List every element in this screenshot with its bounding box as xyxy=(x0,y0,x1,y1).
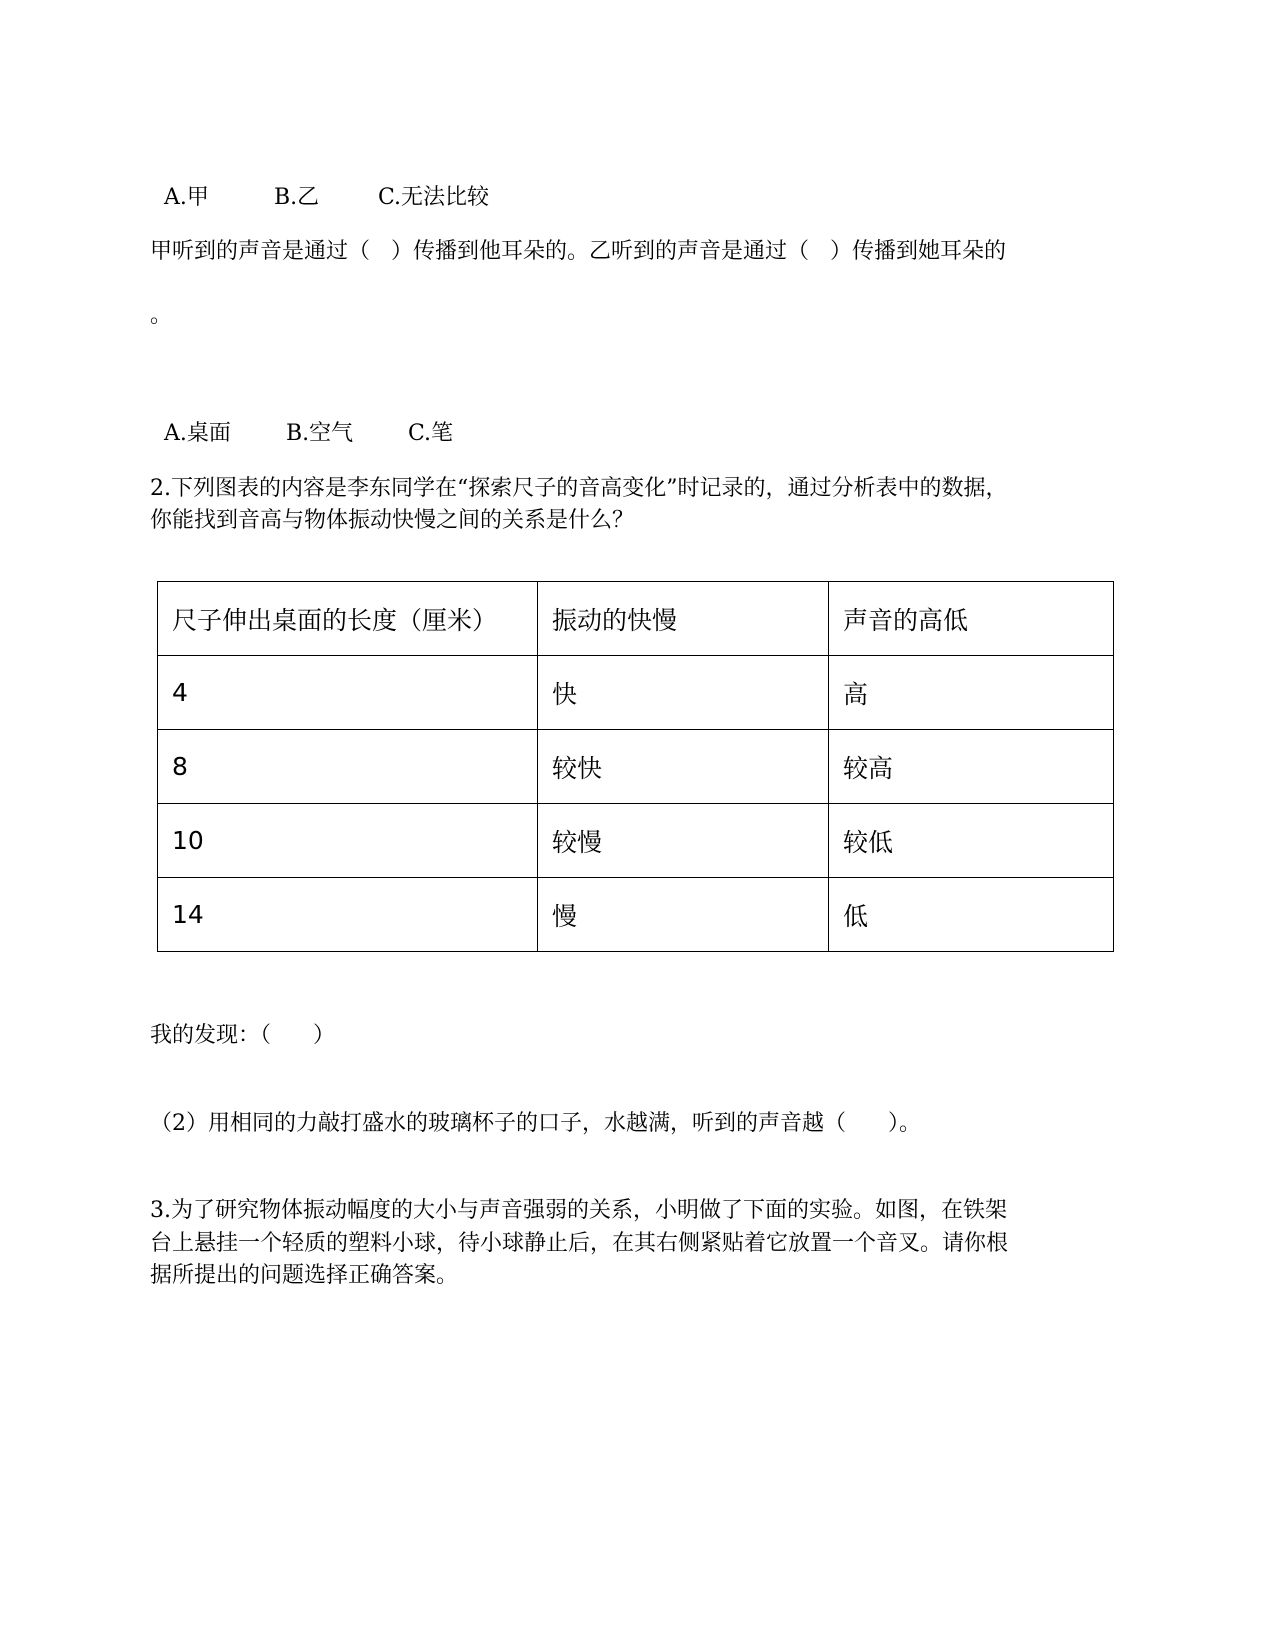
table-row xyxy=(158,656,1114,730)
table-cell: 14 xyxy=(158,878,538,952)
table-cell: 较快 xyxy=(538,730,829,804)
q3-line3: 据所提出的问题选择正确答案。 xyxy=(150,1263,459,1288)
q1-options-a xyxy=(150,150,489,214)
table-row xyxy=(158,878,1114,952)
table-cell: 低 xyxy=(829,878,1114,952)
table-row xyxy=(158,730,1114,804)
table-header-cell: 声音的高低 xyxy=(829,582,1114,656)
q2-part2: （2）用相同的力敲打盛水的玻璃杯子的口子，水越满，听到的声音越（ ）。 xyxy=(150,1111,921,1136)
q2-text-line2: 你能找到音高与物体振动快慢之间的关系是什么？ xyxy=(150,508,635,533)
q2-finding: 我的发现：（ ） xyxy=(150,1023,335,1048)
table-header-cell: 尺子伸出桌面的长度（厘米） xyxy=(158,582,538,656)
option-c: C.笔 xyxy=(408,421,454,446)
q3-line2: 台上悬挂一个轻质的塑料小球，待小球静止后，在其右侧紧贴着它放置一个音叉。请你根 xyxy=(150,1231,1009,1256)
table-cell: 较高 xyxy=(829,730,1114,804)
q1-sub-question-tail: 。 xyxy=(150,303,173,328)
q2-text-line1: 2.下列图表的内容是李东同学在“探索尺子的音高变化”时记录的，通过分析表中的数据， xyxy=(150,476,1008,501)
option-b: B.空气 xyxy=(286,421,354,446)
table-cell: 慢 xyxy=(538,878,829,952)
table-cell: 8 xyxy=(158,730,538,804)
table-cell: 高 xyxy=(829,656,1114,730)
data-table xyxy=(157,581,1114,952)
table-header-cell: 振动的快慢 xyxy=(538,582,829,656)
option-b: B.乙 xyxy=(274,185,320,210)
table-cell: 快 xyxy=(538,656,829,730)
option-c: C.无法比较 xyxy=(378,185,490,210)
table-row xyxy=(158,804,1114,878)
table-cell: 4 xyxy=(158,656,538,730)
table-cell: 10 xyxy=(158,804,538,878)
table-cell: 较低 xyxy=(829,804,1114,878)
q1-options-b xyxy=(150,386,453,450)
table-cell: 较慢 xyxy=(538,804,829,878)
option-a: A.桌面 xyxy=(164,421,231,446)
q3-line1: 3.为了研究物体振动幅度的大小与声音强弱的关系，小明做了下面的实验。如图，在铁架 xyxy=(150,1198,1007,1223)
option-a: A.甲 xyxy=(164,185,209,210)
table-header-row xyxy=(158,582,1114,656)
q1-sub-question: 甲听到的声音是通过（ ）传播到他耳朵的。乙听到的声音是通过（ ）传播到她耳朵的 xyxy=(150,239,1006,264)
